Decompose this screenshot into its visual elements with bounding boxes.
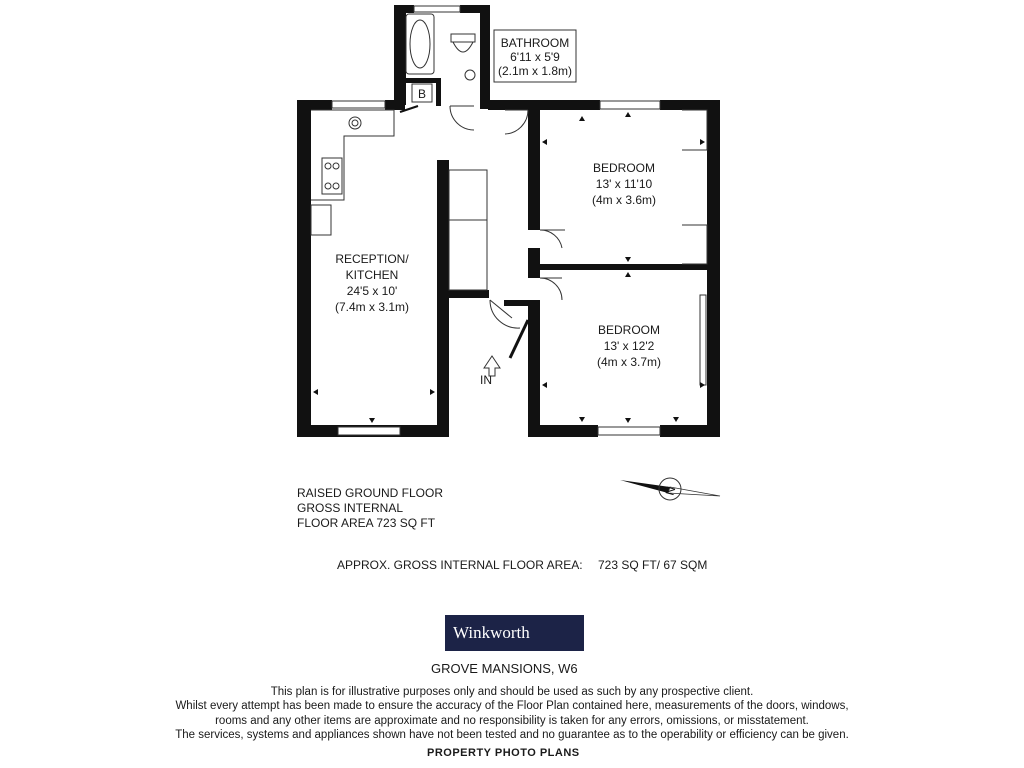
- floor-info-line2: GROSS INTERNAL: [297, 501, 404, 515]
- agent-logo: [445, 615, 584, 651]
- bedroom-1-dim-metric: (4m x 3.6m): [591, 193, 657, 207]
- disclaimer: [0, 685, 1024, 742]
- disclaimer-line2: Whilst every attempt has been made to ensure the accuracy of the Floor Plan contained here, measurements of the doors, windows,: [175, 700, 849, 713]
- approx-area-value: 723 SQ FT/ 67 SQM: [597, 558, 708, 572]
- reception-name-2: KITCHEN: [345, 268, 399, 282]
- bedroom-1-label: [592, 161, 656, 207]
- boiler-label: B: [417, 87, 427, 101]
- floor-info-line3: FLOOR AREA 723 SQ FT: [297, 516, 436, 530]
- reception-name-1: RECEPTION/: [335, 252, 409, 266]
- bathroom-dim-metric: (2.1m x 1.8m): [497, 64, 573, 78]
- agent-logo-text: Winkworth: [453, 623, 530, 642]
- bathroom-name: BATHROOM: [500, 36, 570, 50]
- bathroom-label: [494, 30, 576, 82]
- disclaimer-line3: rooms and any other items are approximate and no responsibility is taken for any errors, omissions, or misstatement.: [215, 714, 809, 727]
- reception-dim-metric: (7.4m x 3.1m): [334, 300, 410, 314]
- entrance-label: IN: [480, 373, 492, 387]
- property-address: GROVE MANSIONS, W6: [431, 661, 578, 676]
- compass-letter: N: [662, 484, 679, 497]
- bedroom-2-dim-metric: (4m x 3.7m): [596, 355, 662, 369]
- compass-icon: [620, 478, 720, 500]
- doors: [400, 106, 565, 358]
- bedroom-1-name: BEDROOM: [592, 161, 656, 175]
- reception-label: [335, 252, 409, 314]
- disclaimer-line1: This plan is for illustrative purposes only and should be used as such by any prospective client.: [270, 686, 754, 698]
- reception-dim-imperial: 24'5 x 10': [346, 284, 398, 298]
- floor-info: [297, 486, 443, 531]
- bedroom-2-name: BEDROOM: [597, 323, 661, 337]
- approx-area: [337, 558, 707, 572]
- approx-area-label: APPROX. GROSS INTERNAL FLOOR AREA:: [337, 558, 583, 572]
- bedroom-2-label: [597, 323, 661, 369]
- bedroom-2-dim-imperial: 13' x 12'2: [603, 339, 655, 353]
- footer-brand: PROPERTY PHOTO PLANS: [427, 747, 580, 759]
- bedroom-1-dim-imperial: 13' x 11'10: [595, 177, 653, 191]
- floor-info-line1: RAISED GROUND FLOOR: [297, 486, 444, 500]
- bathroom-dim-imperial: 6'11 x 5'9: [510, 50, 560, 64]
- disclaimer-line4: The services, systems and appliances shown have not been tested and no guarantee as to the operability or efficiency can be given.: [175, 728, 849, 741]
